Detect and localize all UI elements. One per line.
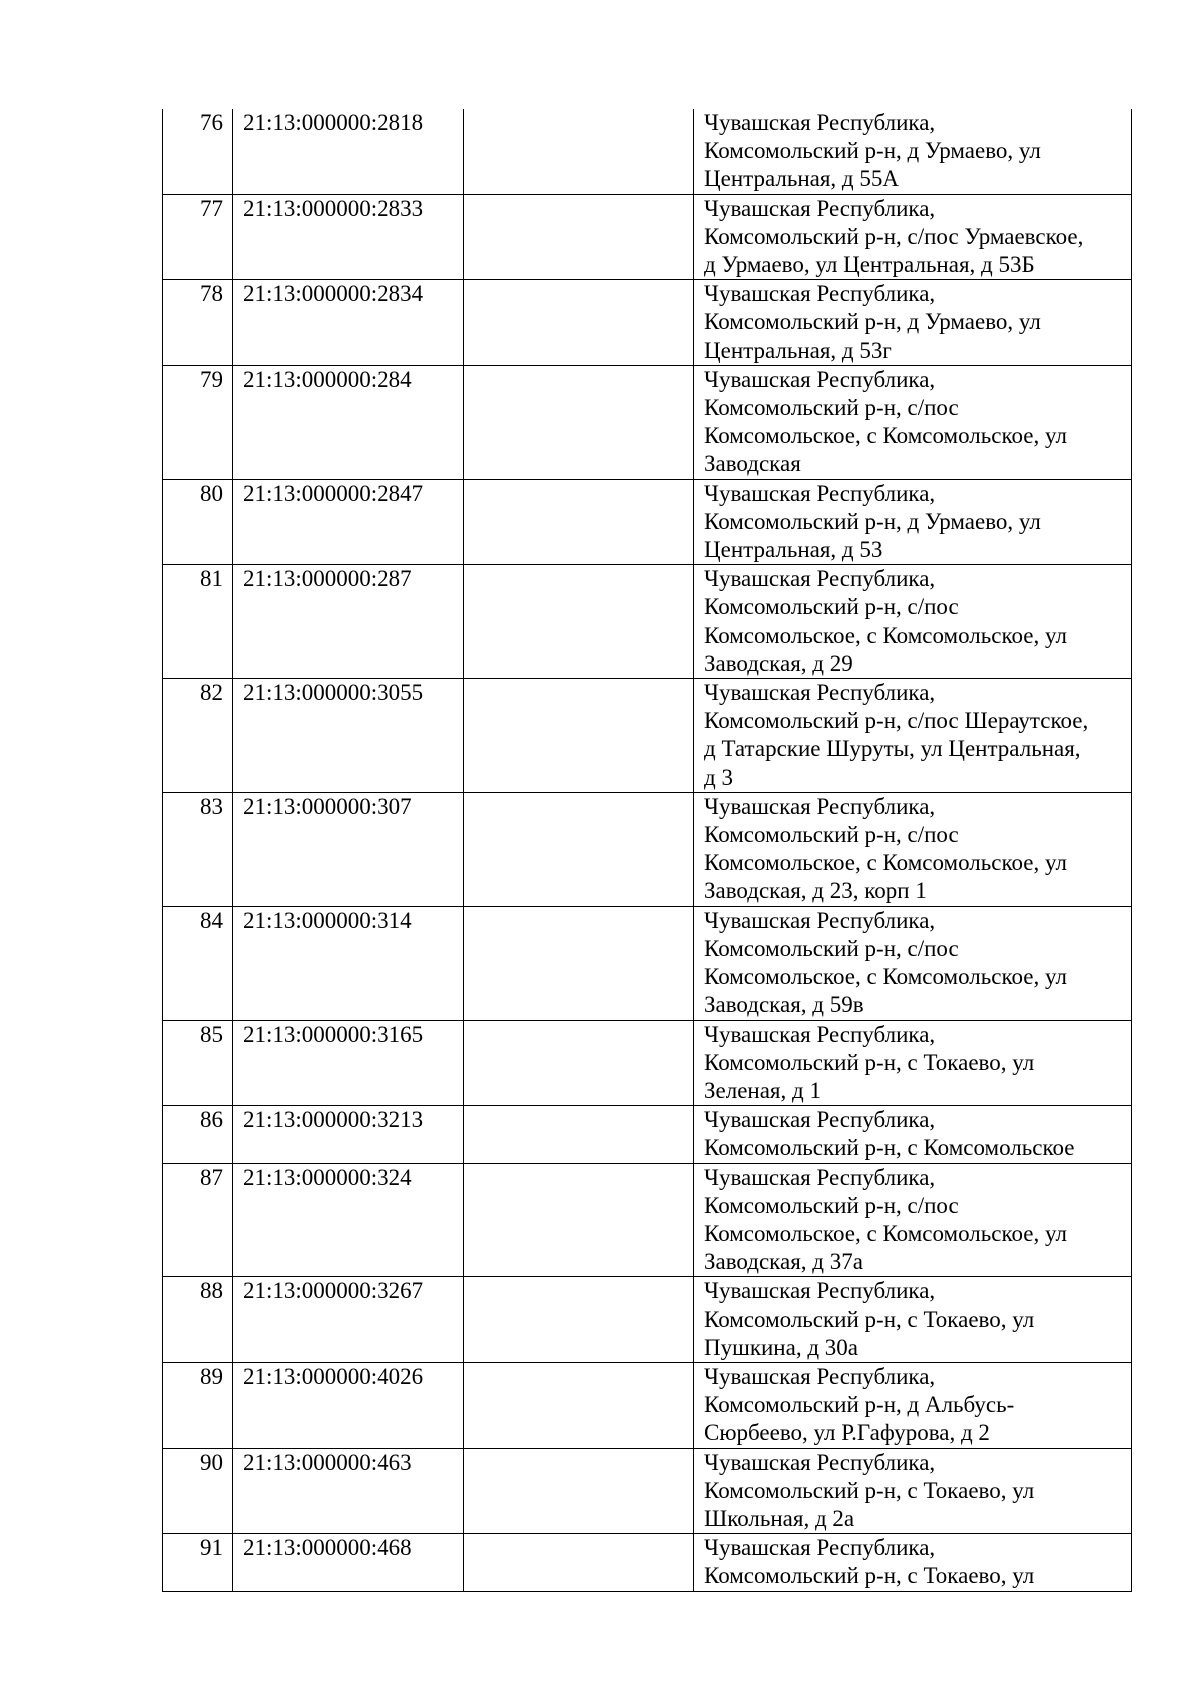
- address-line: Зеленая, д 1: [704, 1077, 821, 1103]
- table-row: [163, 1277, 1132, 1363]
- address-cell: [694, 194, 1132, 280]
- address-cell: [694, 109, 1132, 194]
- address-line: Комсомольский р-н, с/пос: [704, 594, 959, 620]
- table-row: [163, 1534, 1132, 1591]
- cadastral-number-cell: 21:13:000000:2818: [233, 109, 464, 194]
- empty-cell: [464, 365, 694, 479]
- cadastral-number-cell: 21:13:000000:4026: [233, 1362, 464, 1448]
- row-number-cell: 88: [163, 1277, 233, 1363]
- address-cell: [694, 565, 1132, 679]
- address-line: Центральная, д 53г: [704, 337, 892, 363]
- row-number-cell: 90: [163, 1448, 233, 1534]
- address-line: Чувашская Республика,: [704, 907, 936, 933]
- table-row: [163, 679, 1132, 793]
- row-number-cell: 86: [163, 1106, 233, 1163]
- address-line: Чувашская Республика,: [704, 110, 936, 135]
- cadastral-number-cell: 21:13:000000:3165: [233, 1020, 464, 1106]
- table-row: [163, 194, 1132, 280]
- table-row: [163, 280, 1132, 366]
- empty-cell: [464, 479, 694, 565]
- address-line: Чувашская Республика,: [704, 480, 936, 506]
- address-line: Комсомольский р-н, с/пос Шераутское,: [704, 708, 1089, 734]
- address-cell: [694, 479, 1132, 565]
- row-number-cell: 79: [163, 365, 233, 479]
- row-number-cell: 82: [163, 679, 233, 793]
- empty-cell: [464, 280, 694, 366]
- cadastral-number-cell: 21:13:000000:3267: [233, 1277, 464, 1363]
- address-line: Комсомольский р-н, д Альбусь-: [704, 1392, 1015, 1418]
- empty-cell: [464, 1277, 694, 1363]
- address-line: Чувашская Республика,: [704, 281, 936, 307]
- empty-cell: [464, 906, 694, 1020]
- row-number-cell: 76: [163, 109, 233, 194]
- address-line: д Татарские Шуруты, ул Центральная,: [704, 736, 1081, 762]
- address-line: Комсомольский р-н, с Токаево, ул: [704, 1563, 1035, 1589]
- row-number-cell: 78: [163, 280, 233, 366]
- address-line: Чувашская Республика,: [704, 195, 936, 221]
- row-number-cell: 87: [163, 1163, 233, 1277]
- address-line: Чувашская Республика,: [704, 1449, 936, 1475]
- empty-cell: [464, 679, 694, 793]
- cadastral-number-cell: 21:13:000000:287: [233, 565, 464, 679]
- land-plot-table: [162, 109, 1132, 1592]
- address-line: д 3: [704, 764, 733, 790]
- table-row: [163, 1106, 1132, 1163]
- address-line: Заводская, д 59в: [704, 992, 864, 1018]
- address-cell: [694, 280, 1132, 366]
- address-cell: [694, 792, 1132, 906]
- address-line: Заводская, д 29: [704, 650, 853, 676]
- empty-cell: [464, 109, 694, 194]
- address-cell: [694, 906, 1132, 1020]
- table-row: [163, 1448, 1132, 1534]
- empty-cell: [464, 194, 694, 280]
- address-line: Комсомольское, с Комсомольское, ул: [704, 622, 1067, 648]
- table-row: [163, 906, 1132, 1020]
- table-row: [163, 479, 1132, 565]
- address-line: Школьная, д 2а: [704, 1505, 855, 1531]
- address-cell: [694, 1020, 1132, 1106]
- empty-cell: [464, 1448, 694, 1534]
- table-row: [163, 565, 1132, 679]
- address-line: Чувашская Республика,: [704, 1164, 936, 1190]
- empty-cell: [464, 1534, 694, 1591]
- empty-cell: [464, 565, 694, 679]
- cadastral-number-cell: 21:13:000000:3213: [233, 1106, 464, 1163]
- row-number-cell: 80: [163, 479, 233, 565]
- address-line: Комсомольский р-н, с Комсомольское: [704, 1135, 1075, 1161]
- address-line: Комсомольский р-н, д Урмаево, ул: [704, 309, 1041, 335]
- address-line: Комсомольский р-н, с Токаево, ул: [704, 1049, 1035, 1075]
- address-line: Комсомольский р-н, с/пос: [704, 395, 959, 421]
- address-cell: [694, 1277, 1132, 1363]
- cadastral-number-cell: 21:13:000000:3055: [233, 679, 464, 793]
- row-number-cell: 91: [163, 1534, 233, 1591]
- row-number-cell: 85: [163, 1020, 233, 1106]
- cadastral-number-cell: 21:13:000000:307: [233, 792, 464, 906]
- empty-cell: [464, 1106, 694, 1163]
- address-line: Заводская, д 37а: [704, 1249, 863, 1275]
- cadastral-number-cell: 21:13:000000:324: [233, 1163, 464, 1277]
- row-number-cell: 81: [163, 565, 233, 679]
- address-line: Центральная, д 53: [704, 537, 883, 563]
- address-line: Чувашская Республика,: [704, 1535, 936, 1561]
- address-line: Заводская: [704, 451, 801, 477]
- empty-cell: [464, 1163, 694, 1277]
- address-line: Чувашская Республика,: [704, 1363, 936, 1389]
- empty-cell: [464, 1020, 694, 1106]
- address-cell: [694, 1448, 1132, 1534]
- address-cell: [694, 1362, 1132, 1448]
- empty-cell: [464, 1362, 694, 1448]
- cadastral-number-cell: 21:13:000000:2847: [233, 479, 464, 565]
- address-line: Комсомольский р-н, с/пос: [704, 822, 959, 848]
- address-cell: [694, 679, 1132, 793]
- table-row: [163, 109, 1132, 194]
- cadastral-number-cell: 21:13:000000:2833: [233, 194, 464, 280]
- table-row: [163, 1163, 1132, 1277]
- address-line: Чувашская Республика,: [704, 793, 936, 819]
- address-line: Чувашская Республика,: [704, 366, 936, 392]
- table-body: [163, 109, 1132, 1591]
- address-line: Чувашская Республика,: [704, 1107, 936, 1133]
- address-cell: [694, 1106, 1132, 1163]
- address-line: Пушкина, д 30а: [704, 1334, 858, 1360]
- table-row: [163, 792, 1132, 906]
- address-line: Комсомольский р-н, с/пос: [704, 935, 959, 961]
- cadastral-number-cell: 21:13:000000:463: [233, 1448, 464, 1534]
- address-line: Комсомольский р-н, с Токаево, ул: [704, 1306, 1035, 1332]
- address-line: Чувашская Республика,: [704, 680, 936, 706]
- address-line: Чувашская Республика,: [704, 1021, 936, 1047]
- table-row: [163, 1020, 1132, 1106]
- table-row: [163, 1362, 1132, 1448]
- address-line: Сюрбеево, ул Р.Гафурова, д 2: [704, 1420, 990, 1446]
- cadastral-number-cell: 21:13:000000:468: [233, 1534, 464, 1591]
- address-line: Заводская, д 23, корп 1: [704, 878, 927, 904]
- address-cell: [694, 1163, 1132, 1277]
- row-number-cell: 77: [163, 194, 233, 280]
- cadastral-number-cell: 21:13:000000:284: [233, 365, 464, 479]
- address-line: Комсомольский р-н, д Урмаево, ул: [704, 508, 1041, 534]
- address-line: д Урмаево, ул Центральная, д 53Б: [704, 252, 1035, 278]
- address-line: Комсомольский р-н, с Токаево, ул: [704, 1477, 1035, 1503]
- address-line: Комсомольский р-н, с/пос Урмаевское,: [704, 223, 1084, 249]
- address-line: Чувашская Республика,: [704, 566, 936, 592]
- empty-cell: [464, 792, 694, 906]
- address-cell: [694, 1534, 1132, 1591]
- address-cell: [694, 365, 1132, 479]
- row-number-cell: 83: [163, 792, 233, 906]
- address-line: Комсомольский р-н, д Урмаево, ул: [704, 138, 1041, 164]
- address-line: Комсомольский р-н, с/пос: [704, 1192, 959, 1218]
- address-line: Комсомольское, с Комсомольское, ул: [704, 964, 1067, 990]
- address-line: Комсомольское, с Комсомольское, ул: [704, 1220, 1067, 1246]
- row-number-cell: 89: [163, 1362, 233, 1448]
- cadastral-number-cell: 21:13:000000:2834: [233, 280, 464, 366]
- address-line: Комсомольское, с Комсомольское, ул: [704, 850, 1067, 876]
- cadastral-number-cell: 21:13:000000:314: [233, 906, 464, 1020]
- table-row: [163, 365, 1132, 479]
- address-line: Чувашская Республика,: [704, 1278, 936, 1304]
- address-line: Центральная, д 55А: [704, 166, 899, 192]
- row-number-cell: 84: [163, 906, 233, 1020]
- address-line: Комсомольское, с Комсомольское, ул: [704, 423, 1067, 449]
